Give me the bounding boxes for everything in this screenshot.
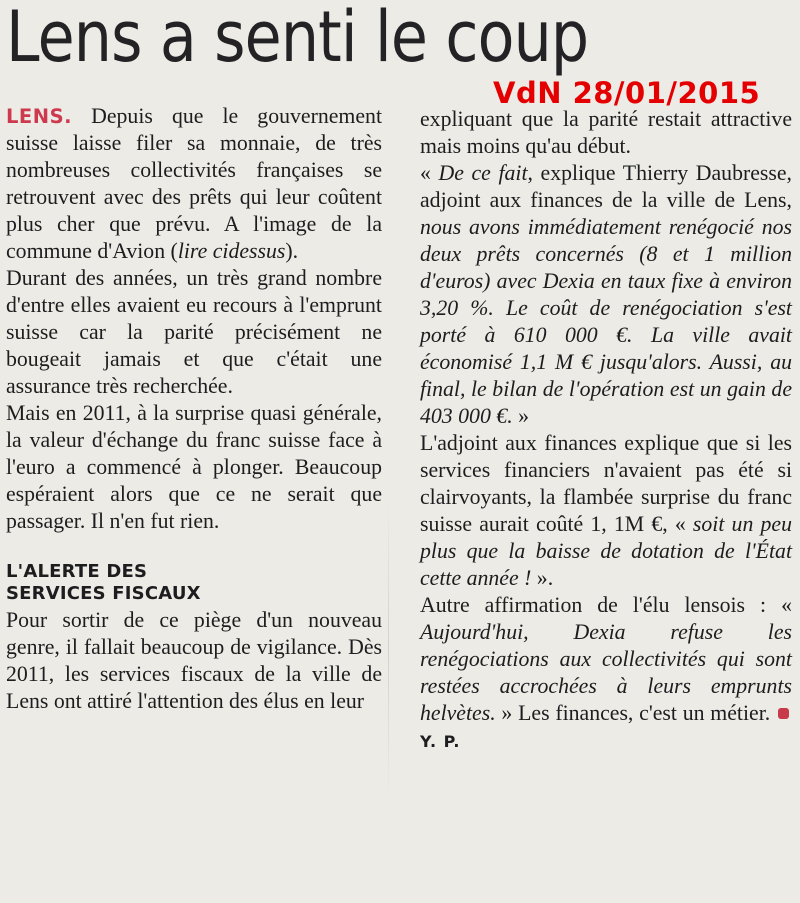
quote-open: « [420,161,439,185]
paragraph-3: Mais en 2011, à la surprise quasi générale, la valeur d'échange du franc suisse face à l'euro a commencé à plonger. Beaucoup espéraient alors que ce ne serait que passager. Il n'en fut rien. [6,401,382,533]
author-signature: Y. P. [420,732,461,751]
source-date-stamp: VdN 28/01/2015 [493,76,761,110]
paragraph-8 [420,592,792,755]
article-column-1 [6,103,382,715]
paragraph-2: Durant des années, un très grand nombre d'entre elles avaient eu recours à l'emprunt suisse car la parité précisément ne bougeait jamais et que c'était une assurance très recherchée. [6,266,382,398]
paragraph-8-quote: Aujourd'hui, Dexia refuse les renégociations aux collectivités qui sont restées accrochées à leurs emprunts helvètes. [420,620,792,725]
lead-text-end: ). [285,239,299,263]
subheading-line-2: SERVICES FISCAUX [6,583,201,604]
lead-text: Depuis que le gouvernement suisse laisse filer sa monnaie, de très nombreuses collectivités françaises se retrouvent avec des prêts qui leur coûtent plus cher que prévu. A l'image de la commune d'Avion ( [6,104,382,263]
quote-attribution: , explique Thierry Daubresse, adjoint aux finances de la ville de Lens, [420,161,792,212]
paragraph-5: expliquant que la parité restait attractive mais moins qu'au début. [420,107,792,158]
dateline: LENS. [6,105,73,128]
article-column-2 [420,106,792,755]
paragraph-8-close: » Les finances, c'est un métier. [495,701,776,725]
paragraph-7-close: ». [531,566,554,590]
end-mark-icon [778,708,789,719]
column-divider [388,500,389,800]
paragraph-8-text: Autre affirmation de l'élu lensois : « [420,593,792,617]
subheading [6,561,382,605]
paragraph-4: Pour sortir de ce piège d'un nouveau genre, il fallait beaucoup de vigilance. Dès 2011, les services fiscaux de la ville de Lens ont attiré l'attention des élus en leur [6,608,382,713]
article-headline: Lens a senti le coup [6,0,589,78]
subheading-line-1: L'ALERTE DES [6,561,148,582]
quote-body: nous avons immédiatement renégocié nos deux prêts concernés (8 et 1 million d'euros) avec Dexia en taux fixe à environ 3,20 %. Le coût de renégociation s'est porté à 610 000 €. La ville avait économisé 1,1 M € jusqu'alors. Aussi, au final, le bilan de l'opération est un gain de 403 000 €. [420,215,792,428]
quote-paragraph [420,160,792,430]
paragraph-7-quote: soit un peu plus que la baisse de dotation de l'État cette année ! [420,512,792,590]
lead-paragraph [6,103,382,265]
paragraph-7-text: L'adjoint aux finances explique que si les services financiers n'avaient pas été si clairvoyants, la flambée surprise du franc suisse aurait coûté 1, 1M €, « [420,431,792,536]
lead-cross-reference: lire cidessus [177,239,286,263]
paragraph-7 [420,430,792,592]
quote-intro: De ce fait [438,161,528,185]
quote-close: » [512,404,529,428]
